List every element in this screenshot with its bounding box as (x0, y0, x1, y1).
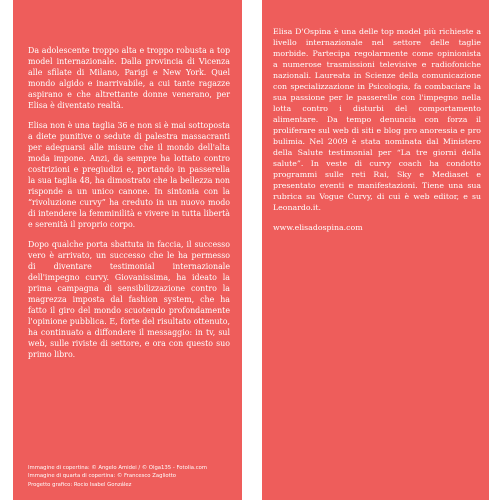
bio-paragraph-2: Elisa non è una taglia 36 e non si è mai sottoposta a diete punitive o sedute di palestra massacranti per adeguarsi alle misure che il mondo dell'alta moda impone. Anzi, da sempre ha lottato contro costrizioni e pregiudizi e, portando in passerella la sua taglia 48, ha dimostrato che la bellezza non risponde a un unico canone. In sintonia con la “rivoluzione curvy” ha creduto in un nuovo modo di intendere la femminilità e vivere in tutta libertà e serenità il proprio corpo. (28, 121, 230, 229)
graphic-design-credit: Progetto grafico: Rocio Isabel González (28, 481, 132, 488)
right-flap (262, 0, 489, 500)
cover-image-credit: Immagine di copertina: © Angelo Amidei / © Olga135 - Fotolia.com (28, 464, 208, 471)
bio-paragraph-3: Dopo qualche porta sbattuta in faccia, il successo vero è arrivato, un successo che le ha permesso di diventare testimonial internazionale dell'impegno curvy. Giovanissima, ha ideato la prima campagna di sensibilizzazione contro la magrezza imposta dal fashion system, che ha fatto il giro del mondo scuotendo profondamente l'opinione pubblica. E, forte del risultato ottenuto, ha continuato a diffondere il messaggio: in tv, sul web, sulle riviste di settore, e ora con questo suo primo libro. (28, 240, 230, 359)
back-cover-image-credit: Immagine di quarta di copertina: © Francesco Zagliotto (28, 473, 177, 480)
author-website: www.elisadospina.com (273, 223, 363, 232)
left-flap (13, 0, 242, 500)
bio-paragraph-1: Da adolescente troppo alta e troppo robusta a top model internazionale. Dalla provincia di Vicenza alle sfilate di Milano, Parigi e New York. Quel mondo algido e inarrivabile, a cui tante ragazze aspirano e che altrettante donne venerano, per Elisa è diventato realtà. (28, 46, 230, 110)
author-bio-paragraph: Elisa D'Ospina è una delle top model più richieste a livello internazionale nel settore delle taglie morbide. Partecipa regolarmente come opinionista a numerose trasmissioni televisive e radiofoniche nazionali. Laureata in Scienze della comunicazione con specializzazione in Psicologia, fa combaciare la sua passione per le passerelle con l'impegno nella lotta contro i disturbi del comportamento alimentare. Da tempo denuncia con forza il proliferare sul web di siti e blog pro anoressia e pro bulimia. Nel 2009 è stata nominata dal Ministero della Salute testimonial per “La tre giorni della salute”. In veste di curvy coach ha condotto programmi sulle reti Rai, Sky e Mediaset e presentato eventi e manifestazioni. Tiene una sua rubrica su Vogue Curvy, di cui è web editor, e su Leonardo.it. (273, 27, 481, 212)
image-credits (28, 464, 238, 489)
